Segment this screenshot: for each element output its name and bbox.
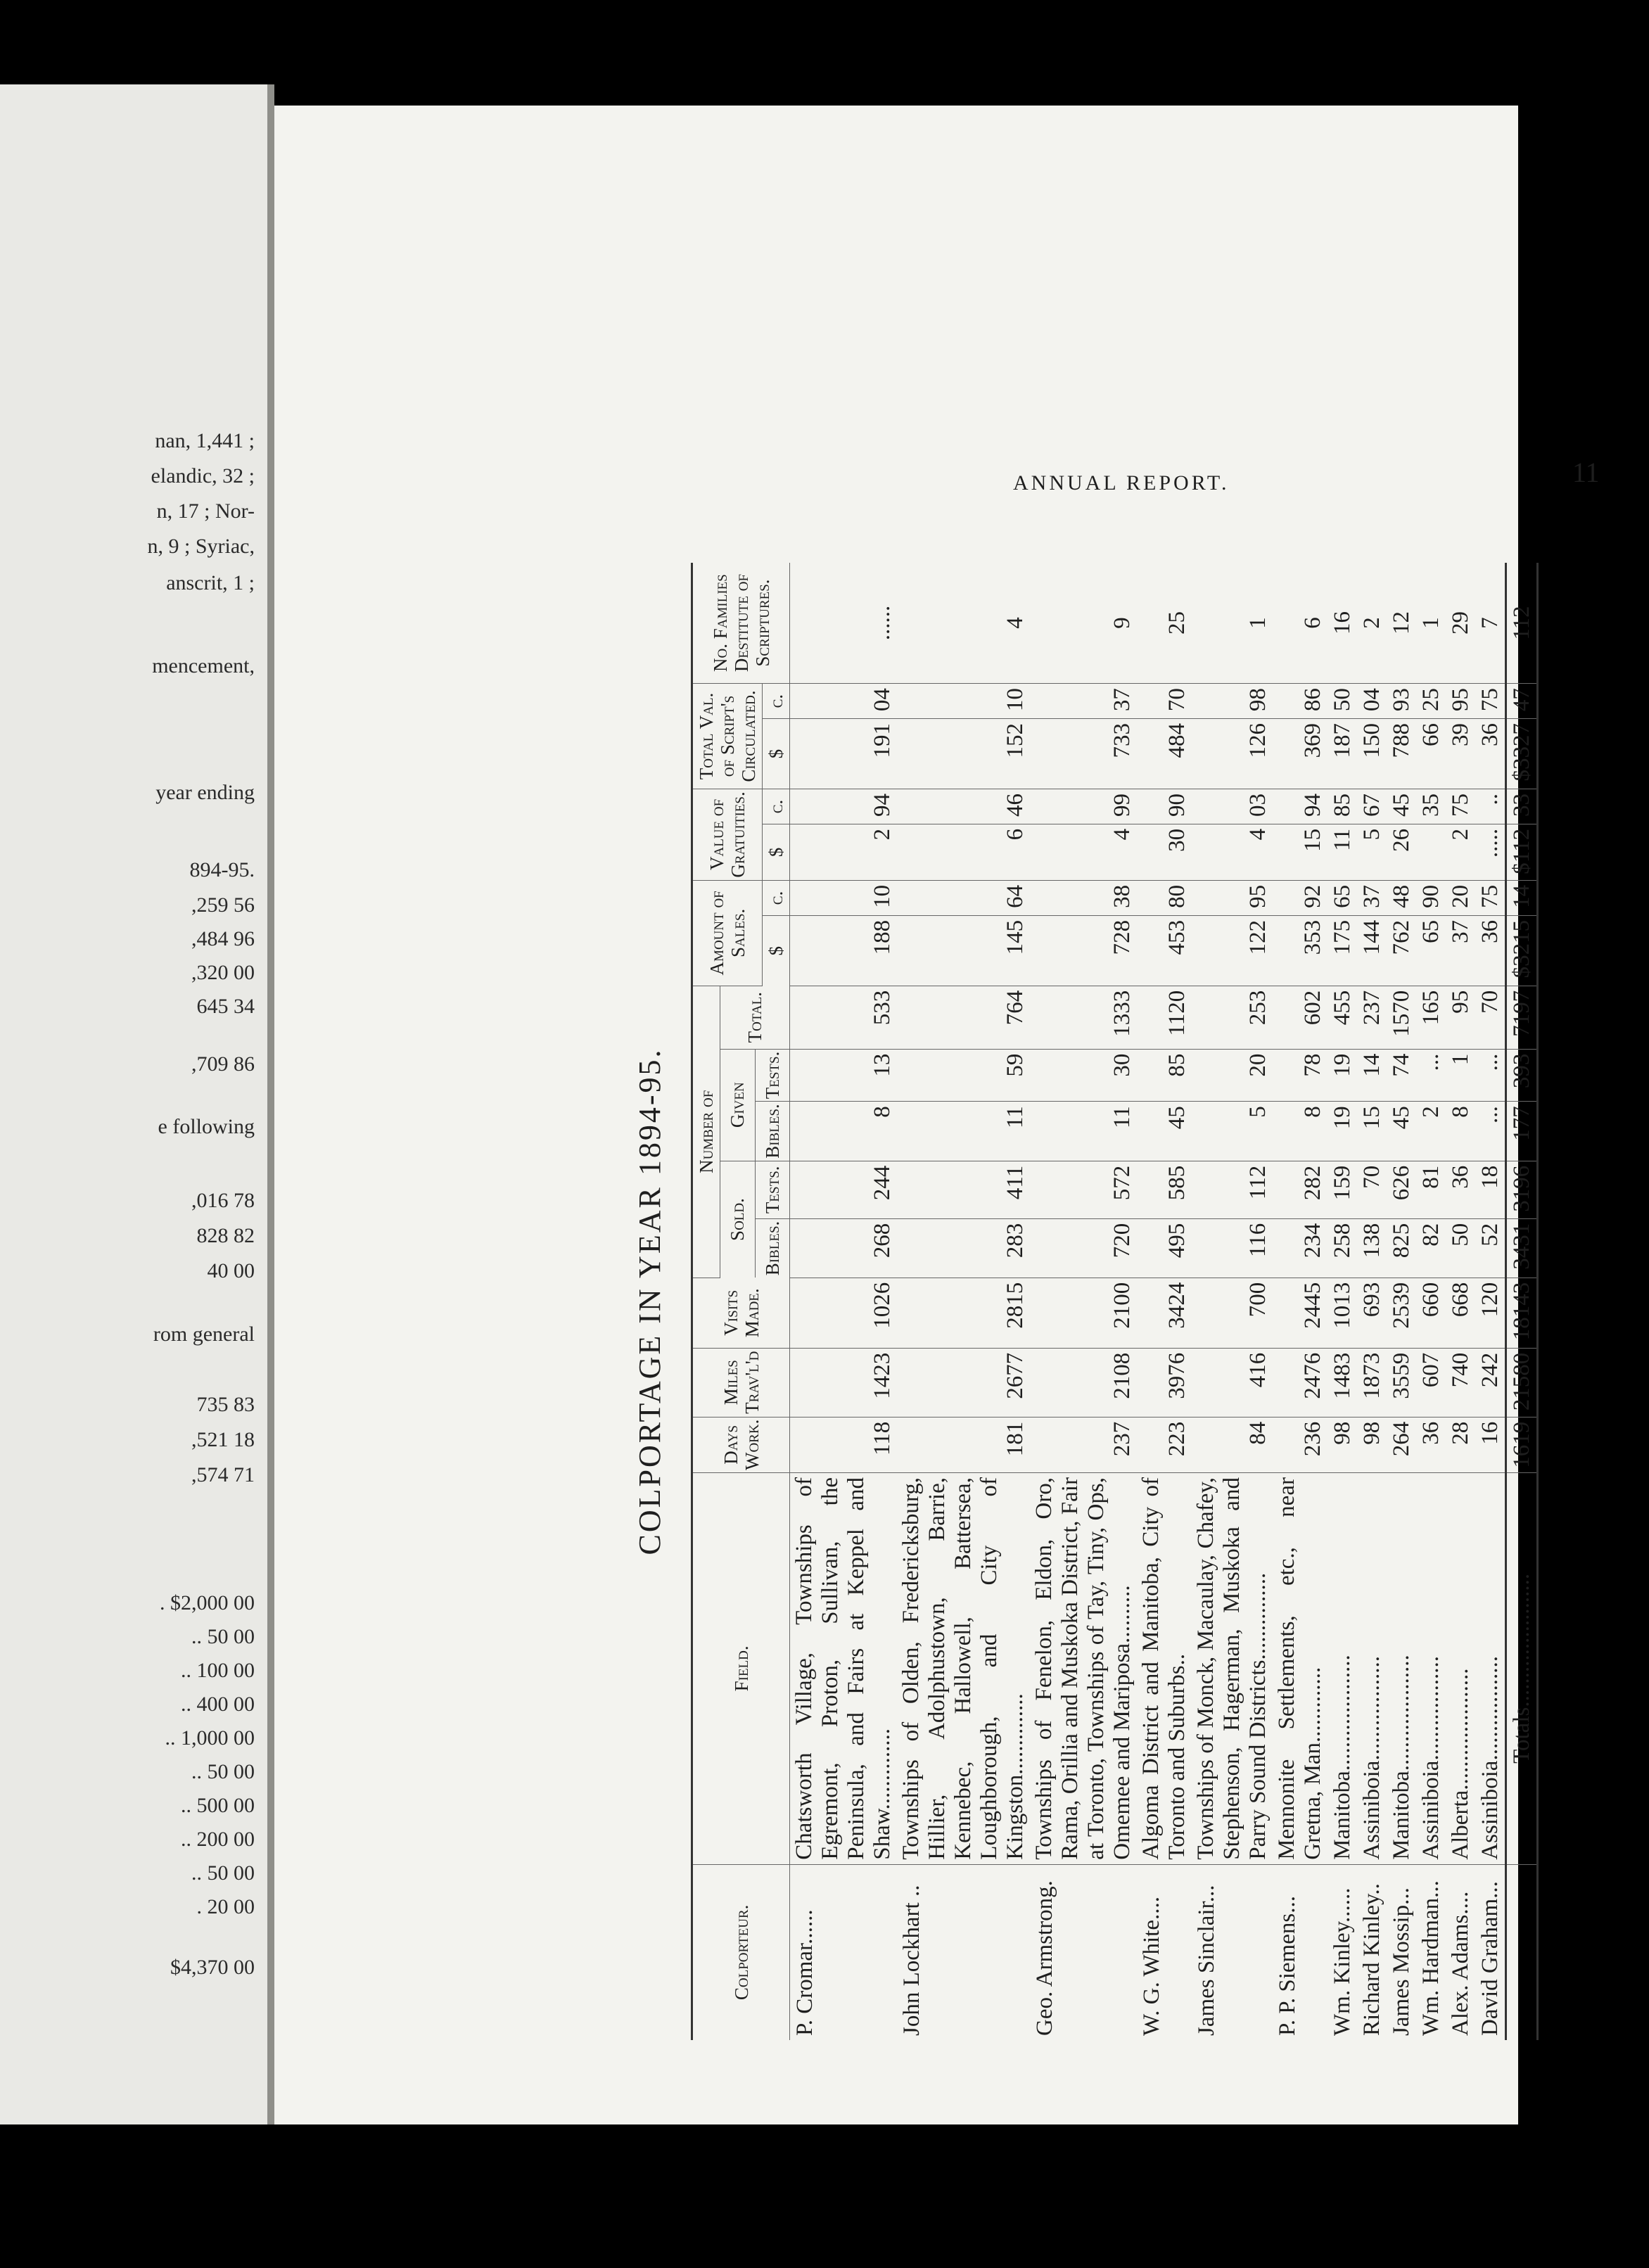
field-cell: Townships of Olden, Fredericksburg, Hillier, Adolphustown, Barrie, Kennebec, Hallowell, Battersea, Loughborough, and City of Kingston.............. [897,1473,1030,1865]
sold-bibles-cell: 268 [790,1218,898,1278]
gratuities-dollars-cell: 30 [1137,824,1192,880]
days-cell: 237 [1030,1417,1137,1472]
given-tests-cell: 78 [1273,1049,1328,1102]
header-families: No. Families Destitute of Scriptures. [692,563,790,684]
left-page [0,84,269,2124]
sold-bibles-cell: 720 [1030,1218,1137,1278]
gratuities-cents-cell: 94 [790,789,898,824]
sold-bibles-cell: 825 [1387,1218,1416,1278]
sales-cents-cell: 75 [1475,880,1506,915]
left-page-line: n, 9 ; Syriac, [147,535,255,558]
sold-bibles-cell: 258 [1328,1218,1357,1278]
gratuities-cents-cell: 03 [1192,789,1273,824]
left-page-line: e following [158,1115,255,1138]
totals-sold-bibles-cell: 3431 [1506,1218,1538,1278]
colporteur-cell: David Graham... [1477,1881,1503,2036]
circulated-cents-cell: 86 [1273,684,1328,719]
left-page-line: ,484 96 [191,927,255,950]
circulated-cents-cell: 10 [897,684,1030,719]
sold-bibles-cell: 52 [1475,1218,1506,1278]
total-cell: 1120 [1137,986,1192,1049]
circulated-dollars-cell: 788 [1387,719,1416,789]
gratuities-dollars-cell: 26 [1387,824,1416,880]
colporteur-cell: W. G. White.... [1139,1897,1164,2036]
field-cell: Alberta..................... [1446,1473,1475,1865]
totals-gratuities-dollars-cell: $112 [1506,824,1538,880]
header-sold: Sold. [720,1161,756,1278]
table-row [1273,563,1328,2040]
days-cell: 236 [1273,1417,1328,1472]
circulated-dollars-cell: 187 [1328,719,1357,789]
totals-given-bibles-cell: 177 [1506,1102,1538,1161]
gratuities-cents-cell: 94 [1273,789,1328,824]
header-colporteur: Colporteur. [692,1864,790,2040]
left-page-line: .. 100 00 [181,1659,255,1682]
given-tests-cell: 59 [897,1049,1030,1102]
left-page-line: .. 400 00 [181,1693,255,1716]
field-cell: Manitoba.................... [1387,1473,1416,1865]
circulated-cents-cell: 04 [1357,684,1387,719]
sales-cents-cell: 37 [1357,880,1387,915]
total-cell: 455 [1328,986,1357,1049]
totals-sales-dollars-cell: $3215 [1506,915,1538,986]
circulated-cents-cell: 04 [790,684,898,719]
circulated-cents-cell: 25 [1416,684,1446,719]
sales-cents-cell: 38 [1030,880,1137,915]
page-gutter [267,84,274,2124]
miles-cell: 607 [1416,1348,1446,1417]
colporteur-cell: Richard Kinley.. [1359,1883,1384,2036]
left-page-line: ,016 78 [191,1189,255,1212]
left-page-line: . $2,000 00 [160,1591,255,1614]
miles-cell: 2476 [1273,1348,1328,1417]
total-cell: 70 [1475,986,1506,1049]
given-bibles-cell: 11 [1030,1102,1137,1161]
unit-circ-cents: c. [763,684,790,719]
table-row [1137,563,1192,2040]
given-bibles-cell: 45 [1137,1102,1192,1161]
sales-dollars-cell: 65 [1416,915,1446,986]
gratuities-cents-cell: 85 [1328,789,1357,824]
visits-cell: 660 [1416,1278,1446,1348]
visits-cell: 2445 [1273,1278,1328,1348]
miles-cell: 3976 [1137,1348,1192,1417]
gratuities-cents-cell: 67 [1357,789,1387,824]
colporteur-cell: P. P. Siemens... [1275,1896,1300,2036]
miles-cell: 740 [1446,1348,1475,1417]
sold-bibles-cell: 138 [1357,1218,1387,1278]
gratuities-dollars-cell: 6 [897,824,1030,880]
sales-cents-cell: 65 [1328,880,1357,915]
left-page-line: nan, 1,441 ; [155,429,255,452]
totals-circulated-dollars-cell: $3327 [1506,719,1538,789]
colporteur-cell: Wm. Kinley...... [1330,1887,1355,2036]
header-sales: Amount of Sales. [692,880,763,986]
sold-bibles-cell: 82 [1416,1218,1446,1278]
gratuities-cents-cell: 35 [1416,789,1446,824]
sold-tests-cell: 70 [1357,1161,1387,1218]
families-destitute-cell: 6 [1273,563,1328,684]
circulated-cents-cell: 70 [1137,684,1192,719]
families-destitute-cell: 12 [1387,563,1416,684]
sales-cents-cell: 80 [1137,880,1192,915]
table-row [1475,563,1506,2040]
visits-cell: 1026 [790,1278,898,1348]
sales-dollars-cell: 122 [1192,915,1273,986]
given-bibles-cell: ... [1475,1102,1506,1161]
gratuities-dollars-cell: 5 [1357,824,1387,880]
right-page [274,106,1600,2124]
given-tests-cell: 85 [1137,1049,1192,1102]
sold-tests-cell: 411 [897,1161,1030,1218]
sold-tests-cell: 112 [1192,1161,1273,1218]
gratuities-dollars-cell: ..... [1475,824,1506,880]
circulated-cents-cell: 75 [1475,684,1506,719]
sold-tests-cell: 282 [1273,1161,1328,1218]
circulated-cents-cell: 93 [1387,684,1416,719]
colporteur-cell: Alex. Adams.... [1448,1891,1473,2036]
miles-cell: 1873 [1357,1348,1387,1417]
gratuities-dollars-cell: 2 [1446,824,1475,880]
families-destitute-cell: ...... [790,563,898,684]
field-cell: Assiniboia.................. [1475,1473,1506,1865]
sold-tests-cell: 585 [1137,1161,1192,1218]
left-page-line: ,521 18 [191,1428,255,1451]
given-bibles-cell: 5 [1192,1102,1273,1161]
totals-sales-cents-cell: 14 [1506,880,1538,915]
gratuities-cents-cell: 90 [1137,789,1192,824]
table-row [1192,563,1273,2040]
circulated-dollars-cell: 66 [1416,719,1446,789]
circulated-cents-cell: 50 [1328,684,1357,719]
colporteur-cell: P. Cromar...... [792,1909,817,2036]
sales-cents-cell: 92 [1273,880,1328,915]
totals-total-cell: 7197 [1506,986,1538,1049]
header-circulated: Total Val. of Script's Circulated. [692,684,763,789]
header-gratuities: Value of Gratuities. [692,789,763,880]
sold-tests-cell: 244 [790,1161,898,1218]
unit-grat-dollar: $ [763,824,790,880]
miles-cell: 3559 [1387,1348,1416,1417]
given-bibles-cell: 2 [1416,1102,1446,1161]
totals-days-cell: 1619 [1506,1417,1538,1472]
totals-circulated-cents-cell: 47 [1506,684,1538,719]
header-number-of: Number of [692,986,720,1278]
families-destitute-cell: 4 [897,563,1030,684]
circulated-dollars-cell: 152 [897,719,1030,789]
totals-families-destitute-cell: 112 [1506,563,1538,684]
left-page-line: .. 50 00 [191,1760,255,1783]
circulated-dollars-cell: 733 [1030,719,1137,789]
table-row [1357,563,1387,2040]
sold-bibles-cell: 283 [897,1218,1030,1278]
circulated-dollars-cell: 484 [1137,719,1192,789]
given-bibles-cell: 8 [790,1102,898,1161]
days-cell: 98 [1328,1417,1357,1472]
days-cell: 98 [1357,1417,1387,1472]
given-tests-cell: 20 [1192,1049,1273,1102]
families-destitute-cell: 7 [1475,563,1506,684]
circulated-dollars-cell: 39 [1446,719,1475,789]
miles-cell: 2108 [1030,1348,1137,1417]
visits-cell: 693 [1357,1278,1387,1348]
families-destitute-cell: 1 [1192,563,1273,684]
gratuities-dollars-cell: 15 [1273,824,1328,880]
visits-cell: 2815 [897,1278,1030,1348]
circulated-dollars-cell: 36 [1475,719,1506,789]
given-tests-cell: ... [1475,1049,1506,1102]
days-cell: 181 [897,1417,1030,1472]
total-cell: 602 [1273,986,1328,1049]
table-row [1387,563,1416,2040]
days-cell: 118 [790,1417,898,1472]
sales-dollars-cell: 36 [1475,915,1506,986]
total-cell: 1570 [1387,986,1416,1049]
given-bibles-cell: 8 [1273,1102,1328,1161]
circulated-cents-cell: 37 [1030,684,1137,719]
circulated-cents-cell: 95 [1446,684,1475,719]
sales-dollars-cell: 453 [1137,915,1192,986]
colporteur-cell: James Mossip... [1389,1887,1414,2036]
header-given-tests: Tests. [755,1049,790,1102]
sales-dollars-cell: 353 [1273,915,1328,986]
given-tests-cell: 30 [1030,1049,1137,1102]
circulated-dollars-cell: 191 [790,719,898,789]
given-bibles-cell: 11 [897,1102,1030,1161]
gratuities-dollars-cell [1416,824,1446,880]
gratuities-dollars-cell: 4 [1192,824,1273,880]
given-tests-cell: 19 [1328,1049,1357,1102]
circulated-dollars-cell: 126 [1192,719,1273,789]
colporteur-cell: Geo. Armstrong. [1032,1880,1057,2036]
visits-cell: 2539 [1387,1278,1416,1348]
gratuities-cents-cell: 46 [897,789,1030,824]
miles-cell: 1423 [790,1348,898,1417]
total-cell: 1333 [1030,986,1137,1049]
left-page-line: . 20 00 [196,1895,255,1918]
header-total: Total. [720,986,790,1049]
given-bibles-cell: 8 [1446,1102,1475,1161]
sold-bibles-cell: 116 [1192,1218,1273,1278]
given-tests-cell: ... [1416,1049,1446,1102]
totals-label: Totals....................... [1506,1473,1538,1865]
left-page-line: rom general [153,1323,255,1346]
sales-dollars-cell: 762 [1387,915,1416,986]
header-given-bibles: Bibles. [755,1102,790,1161]
field-cell: Mennonite Settlements, etc., near Gretna, Man............. [1273,1473,1328,1865]
days-cell: 264 [1387,1417,1416,1472]
sales-dollars-cell: 175 [1328,915,1357,986]
left-page-line: .. 200 00 [181,1828,255,1851]
left-page-line: year ending [155,781,255,804]
sales-cents-cell: 90 [1416,880,1446,915]
visits-cell: 3424 [1137,1278,1192,1348]
totals-spacer-cell [1506,1864,1538,2040]
sold-tests-cell: 18 [1475,1161,1506,1218]
total-cell: 764 [897,986,1030,1049]
table-row [790,563,898,2040]
field-cell: Manitoba.................... [1328,1473,1357,1865]
colportage-table [691,563,1539,2040]
left-page-line: ,709 86 [191,1052,255,1076]
page-number: 11 [1572,457,1600,488]
gratuities-dollars-cell: 2 [790,824,898,880]
left-page-line: 645 34 [196,995,255,1018]
days-cell: 16 [1475,1417,1506,1472]
header-sold-bibles: Bibles. [755,1218,790,1278]
left-page-line: .. 50 00 [191,1625,255,1648]
colporteur-cell: Wm. Hardman... [1418,1880,1444,2036]
given-tests-cell: 1 [1446,1049,1475,1102]
given-bibles-cell: 19 [1328,1102,1357,1161]
left-page-line: 735 83 [196,1393,255,1416]
left-page-line: 828 82 [196,1224,255,1247]
gratuities-cents-cell: 45 [1387,789,1416,824]
given-tests-cell: 74 [1387,1049,1416,1102]
colporteur-cell: James Sinclair... [1194,1885,1219,2036]
sales-dollars-cell: 145 [897,915,1030,986]
left-page-line: 40 00 [207,1259,255,1282]
field-cell: Townships of Monck, Macaulay, Chafey, Stephenson, Hagerman, Muskoka and Parry Sound Districts............... [1192,1473,1273,1865]
miles-cell: 1483 [1328,1348,1357,1417]
days-cell: 28 [1446,1417,1475,1472]
families-destitute-cell: 9 [1030,563,1137,684]
totals-row [1506,563,1538,2040]
left-page-line: 894-95. [189,858,255,881]
field-cell: Chatsworth Village, Townships of Egremont, Proton, Sullivan, the Peninsula, and Fairs at Keppel and Shaw.............. [790,1473,898,1865]
miles-cell: 416 [1192,1348,1273,1417]
families-destitute-cell: 25 [1137,563,1192,684]
left-page-line: ,320 00 [191,961,255,984]
given-tests-cell: 14 [1357,1049,1387,1102]
table-row [1030,563,1137,2040]
totals-gratuities-cents-cell: 33 [1506,789,1538,824]
unit-sales-cents: c. [763,880,790,915]
table-row [1328,563,1357,2040]
circulated-dollars-cell: 369 [1273,719,1328,789]
sales-cents-cell: 10 [790,880,898,915]
left-page-line: ,574 71 [191,1463,255,1486]
totals-visits-cell: 18143 [1506,1278,1538,1348]
field-cell: Townships of Fenelon, Eldon, Oro, Rama, Orillia and Muskoka District, Fair at Toronto, Townships of Tay, Tiny, Ops, Omemee and Mariposa.......... [1030,1473,1137,1865]
totals-miles-cell: 21580 [1506,1348,1538,1417]
gratuities-cents-cell: 75 [1446,789,1475,824]
miles-cell: 242 [1475,1348,1506,1417]
sold-tests-cell: 572 [1030,1161,1137,1218]
unit-circ-dollar: $ [763,719,790,789]
sales-cents-cell: 64 [897,880,1030,915]
given-bibles-cell: 15 [1357,1102,1387,1161]
left-page-line: elandic, 32 ; [151,464,255,488]
sold-tests-cell: 81 [1416,1161,1446,1218]
sold-tests-cell: 159 [1328,1161,1357,1218]
left-page-line: $4,370 00 [170,1956,255,1979]
unit-sales-dollar: $ [763,915,790,986]
field-cell: Algoma District and Manitoba, City of Toronto and Suburbs.. [1137,1473,1192,1865]
left-page-line: mencement, [152,654,255,677]
visits-cell: 668 [1446,1278,1475,1348]
given-tests-cell: 13 [790,1049,898,1102]
sold-tests-cell: 626 [1387,1161,1416,1218]
totals-sold-tests-cell: 3196 [1506,1161,1538,1218]
colportage-table-rotated [626,556,1534,2047]
totals-given-tests-cell: 393 [1506,1049,1538,1102]
visits-cell: 1013 [1328,1278,1357,1348]
total-cell: 253 [1192,986,1273,1049]
visits-cell: 700 [1192,1278,1273,1348]
days-cell: 84 [1192,1417,1273,1472]
left-page-line: ,259 56 [191,893,255,917]
header-days: Days Work. [692,1417,790,1472]
families-destitute-cell: 16 [1328,563,1357,684]
visits-cell: 2100 [1030,1278,1137,1348]
days-cell: 223 [1137,1417,1192,1472]
gratuities-dollars-cell: 4 [1030,824,1137,880]
header-miles: Miles Trav'l'd [692,1348,790,1417]
left-page-line: .. 50 00 [191,1861,255,1885]
families-destitute-cell: 2 [1357,563,1387,684]
sales-dollars-cell: 188 [790,915,898,986]
header-sold-tests: Tests. [755,1161,790,1218]
circulated-dollars-cell: 150 [1357,719,1387,789]
table-row [1446,563,1475,2040]
header-field: Field. [692,1473,790,1865]
running-header: ANNUAL REPORT. [1013,471,1230,495]
left-page-line: .. 500 00 [181,1794,255,1817]
field-cell: Assiniboia.................. [1416,1473,1446,1865]
visits-cell: 120 [1475,1278,1506,1348]
days-cell: 36 [1416,1417,1446,1472]
miles-cell: 2677 [897,1348,1030,1417]
sales-cents-cell: 48 [1387,880,1416,915]
field-cell: Assiniboia.................. [1357,1473,1387,1865]
table-row [897,563,1030,2040]
sold-tests-cell: 36 [1446,1161,1475,1218]
sold-bibles-cell: 495 [1137,1218,1192,1278]
table-row [1416,563,1446,2040]
given-bibles-cell: 45 [1387,1102,1416,1161]
circulated-cents-cell: 98 [1192,684,1273,719]
total-cell: 533 [790,986,898,1049]
sales-dollars-cell: 144 [1357,915,1387,986]
sold-bibles-cell: 234 [1273,1218,1328,1278]
sales-cents-cell: 20 [1446,880,1475,915]
table-title: COLPORTAGE IN YEAR 1894-95. [632,1047,667,1555]
header-given: Given [720,1049,756,1161]
left-page-line: anscrit, 1 ; [166,571,255,594]
total-cell: 165 [1416,986,1446,1049]
sold-bibles-cell: 50 [1446,1218,1475,1278]
families-destitute-cell: 1 [1416,563,1446,684]
left-page-line: n, 17 ; Nor- [156,499,255,523]
sales-dollars-cell: 728 [1030,915,1137,986]
families-destitute-cell: 29 [1446,563,1475,684]
gratuities-cents-cell: 99 [1030,789,1137,824]
sales-cents-cell: 95 [1192,880,1273,915]
colporteur-cell: John Lockhart .. [899,1885,924,2036]
sales-dollars-cell: 37 [1446,915,1475,986]
gratuities-cents-cell: .. [1475,789,1506,824]
header-visits: Visits Made. [692,1278,790,1348]
unit-grat-cents: c. [763,789,790,824]
gratuities-dollars-cell: 11 [1328,824,1357,880]
left-page-line: .. 1,000 00 [165,1726,255,1750]
total-cell: 237 [1357,986,1387,1049]
total-cell: 95 [1446,986,1475,1049]
